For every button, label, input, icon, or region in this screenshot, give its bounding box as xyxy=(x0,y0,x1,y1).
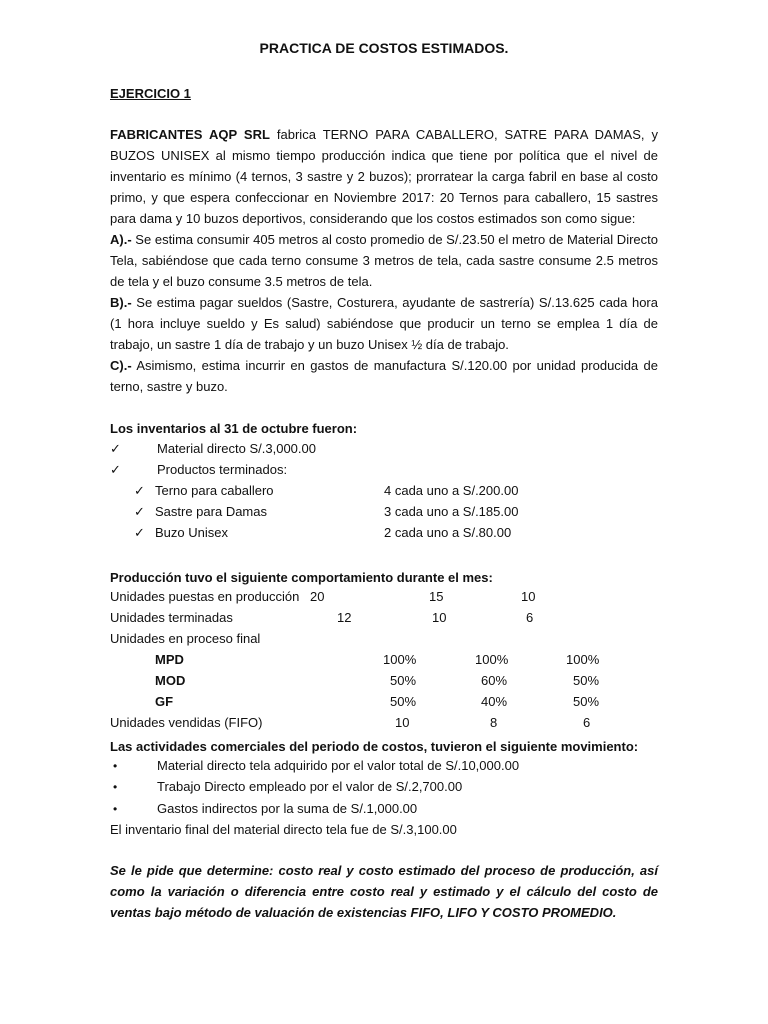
in-process-value: 60% xyxy=(481,673,508,688)
company-name: FABRICANTES AQP SRL xyxy=(110,127,270,142)
in-process-label: Unidades en proceso final xyxy=(110,631,261,646)
bullet-icon: • xyxy=(113,780,118,794)
bullet-icon: • xyxy=(113,802,118,816)
production-value: 20 xyxy=(310,589,325,604)
inventory-item-name: Terno para caballero xyxy=(155,483,274,498)
final-inventory: El inventario final del material directo tela fue de S/.3,100.00 xyxy=(110,822,457,837)
check-icon: ✓ xyxy=(134,525,145,540)
activity-item: Material directo tela adquirido por el valor total de S/.10,000.00 xyxy=(157,758,520,773)
check-icon: ✓ xyxy=(110,441,121,456)
check-icon: ✓ xyxy=(110,462,121,477)
closing-instructions: Se le pide que determine: costo real y costo estimado del proceso de producción, así como la variación o diferencia entre costo real y estimado y el cálculo del costo de ventas bajo método de valuación de existencias FIFO, LIFO Y COSTO PROMEDIO. xyxy=(110,863,658,920)
bullet-icon: • xyxy=(113,759,118,773)
inventory-item-detail: 3 cada uno a S/.185.00 xyxy=(384,504,519,519)
in-process-value: 100% xyxy=(566,652,600,667)
inventory-item-name: Sastre para Damas xyxy=(155,504,267,519)
in-process-value: 50% xyxy=(390,694,417,709)
point-a-paragraph xyxy=(110,229,658,292)
activities-heading: Las actividades comerciales del periodo de costos, tuvieron el siguiente movimiento: xyxy=(110,739,639,754)
check-icon: ✓ xyxy=(134,483,145,498)
point-a-label: A).- xyxy=(110,232,132,247)
production-row-label: Unidades terminadas xyxy=(110,610,233,625)
inventory-item-detail: 4 cada uno a S/.200.00 xyxy=(384,483,519,498)
inventory-item-detail: 2 cada uno a S/.80.00 xyxy=(384,525,512,540)
point-b-text: Se estima pagar sueldos (Sastre, Costurera, ayudante de sastrería) S/.13.625 cada hora (1 hora incluye sueldo y Es salud) sabiéndose que producir un terno se emplea 1 día de trabajo, un sastre 1 día de trabajo y un buzo Unisex ½ día de trabajo. xyxy=(110,295,658,352)
point-c-paragraph xyxy=(110,355,658,397)
sold-value: 6 xyxy=(583,715,591,730)
activity-item: Gastos indirectos por la suma de S/.1,000.00 xyxy=(157,801,418,816)
point-c-label: C).- xyxy=(110,358,132,373)
production-value: 6 xyxy=(526,610,534,625)
exercise-heading: EJERCICIO 1 xyxy=(110,86,191,101)
in-process-value: 40% xyxy=(481,694,508,709)
in-process-value: 50% xyxy=(573,673,600,688)
production-value: 10 xyxy=(432,610,447,625)
in-process-row-label: MOD xyxy=(155,673,186,688)
production-value: 15 xyxy=(429,589,444,604)
production-heading: Producción tuvo el siguiente comportamiento durante el mes: xyxy=(110,570,493,585)
production-value: 10 xyxy=(521,589,536,604)
in-process-value: 100% xyxy=(383,652,417,667)
in-process-row-label: GF xyxy=(155,694,174,709)
intro-paragraph xyxy=(110,124,658,229)
inventory-item-name: Buzo Unisex xyxy=(155,525,228,540)
inventory-material: Material directo S/.3,000.00 xyxy=(157,441,316,456)
inventories-heading: Los inventarios al 31 de octubre fueron: xyxy=(110,421,358,436)
inventory-finished: Productos terminados: xyxy=(157,462,288,477)
point-b-label: B).- xyxy=(110,295,132,310)
sold-label: Unidades vendidas (FIFO) xyxy=(110,715,263,730)
in-process-value: 50% xyxy=(390,673,417,688)
check-icon: ✓ xyxy=(134,504,145,519)
point-c-text: Asimismo, estima incurrir en gastos de manufactura S/.120.00 por unidad producida de terno, sastre y buzo. xyxy=(110,358,658,394)
sold-value: 8 xyxy=(490,715,498,730)
point-b-paragraph xyxy=(110,292,658,355)
in-process-row-label: MPD xyxy=(155,652,184,667)
sold-value: 10 xyxy=(395,715,410,730)
in-process-value: 50% xyxy=(573,694,600,709)
activity-item: Trabajo Directo empleado por el valor de S/.2,700.00 xyxy=(157,779,463,794)
intro-text: fabrica TERNO PARA CABALLERO, SATRE PARA DAMAS, y BUZOS UNISEX al mismo tiempo producción indica que tiene por política que el nivel de inventario es mínimo (4 ternos, 3 sastre y 2 buzos); prorratear la carga fabril en base al costo primo, y que espera confeccionar en Noviembre 2017: 20 Ternos para caballero, 15 sastres para dama y 10 buzos deportivos, considerando que los costos estimados son como sigue: xyxy=(110,127,658,226)
production-value: 12 xyxy=(337,610,352,625)
point-a-text: Se estima consumir 405 metros al costo promedio de S/.23.50 el metro de Material Directo Tela, sabiéndose que cada terno consume 3 metros de tela, cada sastre consume 2.5 metros de tela y el buzo consume 3.5 metros de tela. xyxy=(110,232,658,289)
production-row-label: Unidades puestas en producción xyxy=(110,589,300,604)
in-process-value: 100% xyxy=(475,652,509,667)
page-title: PRACTICA DE COSTOS ESTIMADOS. xyxy=(259,40,509,56)
